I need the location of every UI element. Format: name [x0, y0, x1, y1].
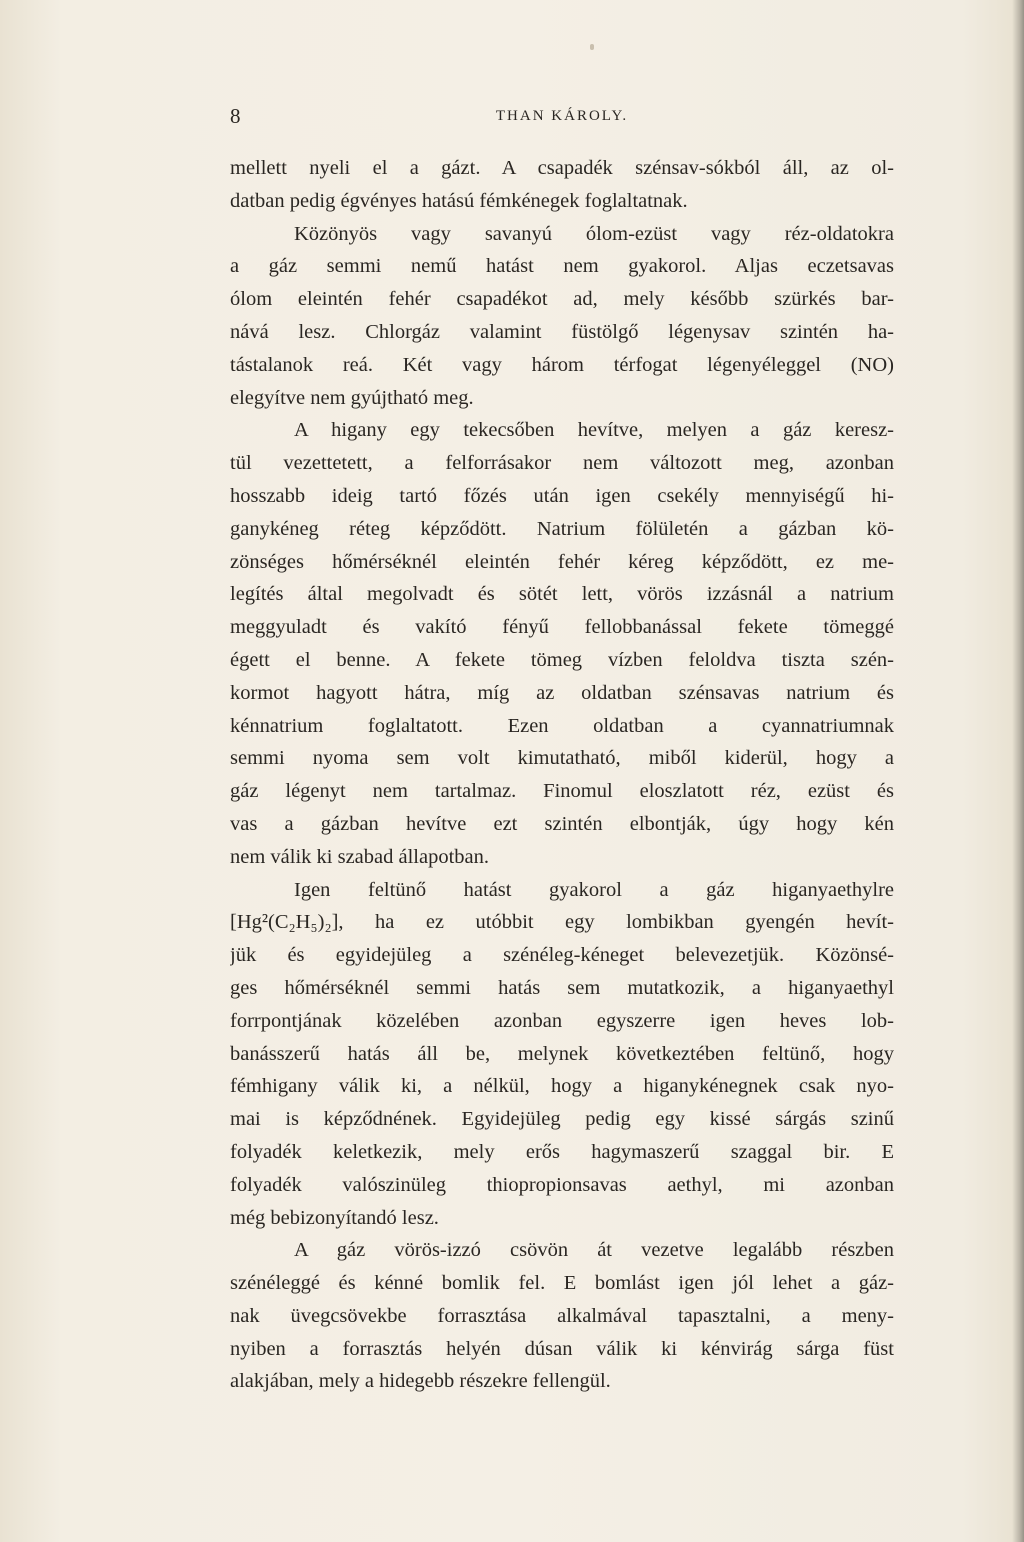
text-line: A gáz vörös-izzó csövön át vezetve legalább részben	[294, 1239, 894, 1262]
text-line: mai is képződnének. Egyidejüleg pedig egy kissé sárgás szinű	[230, 1108, 894, 1131]
text-line: Igen feltünő hatást gyakorol a gáz higanyaethylre	[294, 878, 894, 901]
page-number: 8	[230, 104, 241, 128]
text-line: meggyuladt és vakító fényű fellobbanással fekete tömeggé	[230, 616, 894, 639]
paper-speck	[590, 44, 594, 50]
text-line: fémhigany válik ki, a nélkül, hogy a higanykénegnek csak nyo-	[230, 1075, 894, 1098]
text-line: ges hőmérséknél semmi hatás sem mutatkozik, a higanyaethyl	[230, 976, 894, 999]
text-line: tástalanok reá. Két vagy három térfogat légenyéleggel (NO)	[230, 353, 894, 376]
text-line: szénéleggé és kénné bomlik fel. E bomlást igen jól lehet a gáz-	[230, 1272, 894, 1295]
text-line: a gáz semmi nemű hatást nem gyakorol. Aljas eczetsavas	[230, 255, 894, 278]
text-line: legítés által megolvadt és sötét lett, vörös izzásnál a natrium	[230, 583, 894, 606]
text-line: tül vezettetett, a felforrásakor nem változott meg, azonban	[230, 452, 894, 475]
text-line: [Hg²(C₂H₅)₂], ha ez utóbbit egy lombikban gyengén hevít-	[230, 911, 894, 934]
text-line: semmi nyoma sem volt kimutatható, miből kiderül, hogy a	[230, 747, 894, 770]
text-line: alakjában, mely a hidegebb részekre fellengül.	[230, 1370, 611, 1393]
text-line: forrpontjának közelében azonban egyszerre igen heves lob-	[230, 1009, 894, 1032]
text-line: hosszabb ideig tartó főzés után igen csekély mennyiségű hi-	[230, 484, 894, 507]
text-line: ólom eleintén fehér csapadékot ad, mely később szürkés bar-	[230, 288, 894, 311]
text-line: kormot hagyott hátra, míg az oldatban szénsavas natrium és	[230, 681, 894, 704]
text-line: ganykéneg réteg képződött. Natrium fölületén a gázban kö-	[230, 517, 894, 540]
text-line: mellett nyeli el a gázt. A csapadék szénsav-sókból áll, az ol-	[230, 157, 894, 179]
text-line: A higany egy tekecsőben hevítve, melyen a gáz keresz-	[294, 419, 894, 442]
body-text	[230, 152, 894, 1398]
text-line: égett el benne. A fekete tömeg vízben feloldva tiszta szén-	[230, 648, 894, 671]
text-line: datban pedig égvényes hatású fémkénegek foglaltatnak.	[230, 189, 688, 212]
running-head: THAN KÁROLY.	[495, 108, 629, 124]
text-line: elegyítve nem gyújtható meg.	[230, 386, 474, 409]
text-line: nem válik ki szabad állapotban.	[230, 845, 490, 868]
text-line: még bebizonyítandó lesz.	[230, 1206, 439, 1229]
text-line: vas a gázban hevítve ezt szintén elbontják, úgy hogy kén	[230, 812, 894, 835]
text-line: folyadék valószinüleg thiopropionsavas aethyl, mi azonban	[230, 1173, 894, 1196]
text-line: banásszerű hatás áll be, melynek következtében feltünő, hogy	[230, 1042, 894, 1065]
text-line: jük és egyidejüleg a szénéleg-kéneget belevezetjük. Közönsé-	[230, 944, 894, 967]
text-line: nává lesz. Chlorgáz valamint füstölgő légenysav szintén ha-	[230, 320, 894, 343]
text-line: folyadék keletkezik, mely erős hagymaszerű szaggal bir. E	[230, 1140, 894, 1163]
text-line: kénnatrium foglaltatott. Ezen oldatban a cyannatriumnak	[230, 714, 894, 737]
page-edge-shadow	[1012, 0, 1024, 1542]
text-line: nyiben a forrasztás helyén dúsan válik ki kénvirág sárga füst	[230, 1337, 894, 1360]
text-line: zönséges hőmérséknél eleintén fehér kéreg képződött, ez me-	[230, 550, 894, 573]
text-line: Közönyös vagy savanyú ólom-ezüst vagy réz-oldatokra	[294, 222, 894, 245]
text-line: gáz légenyt nem tartalmaz. Finomul eloszlatott réz, ezüst és	[230, 780, 894, 803]
text-line: nak üvegcsövekbe forrasztása alkalmával tapasztalni, a meny-	[230, 1304, 894, 1327]
page-header	[230, 104, 894, 134]
